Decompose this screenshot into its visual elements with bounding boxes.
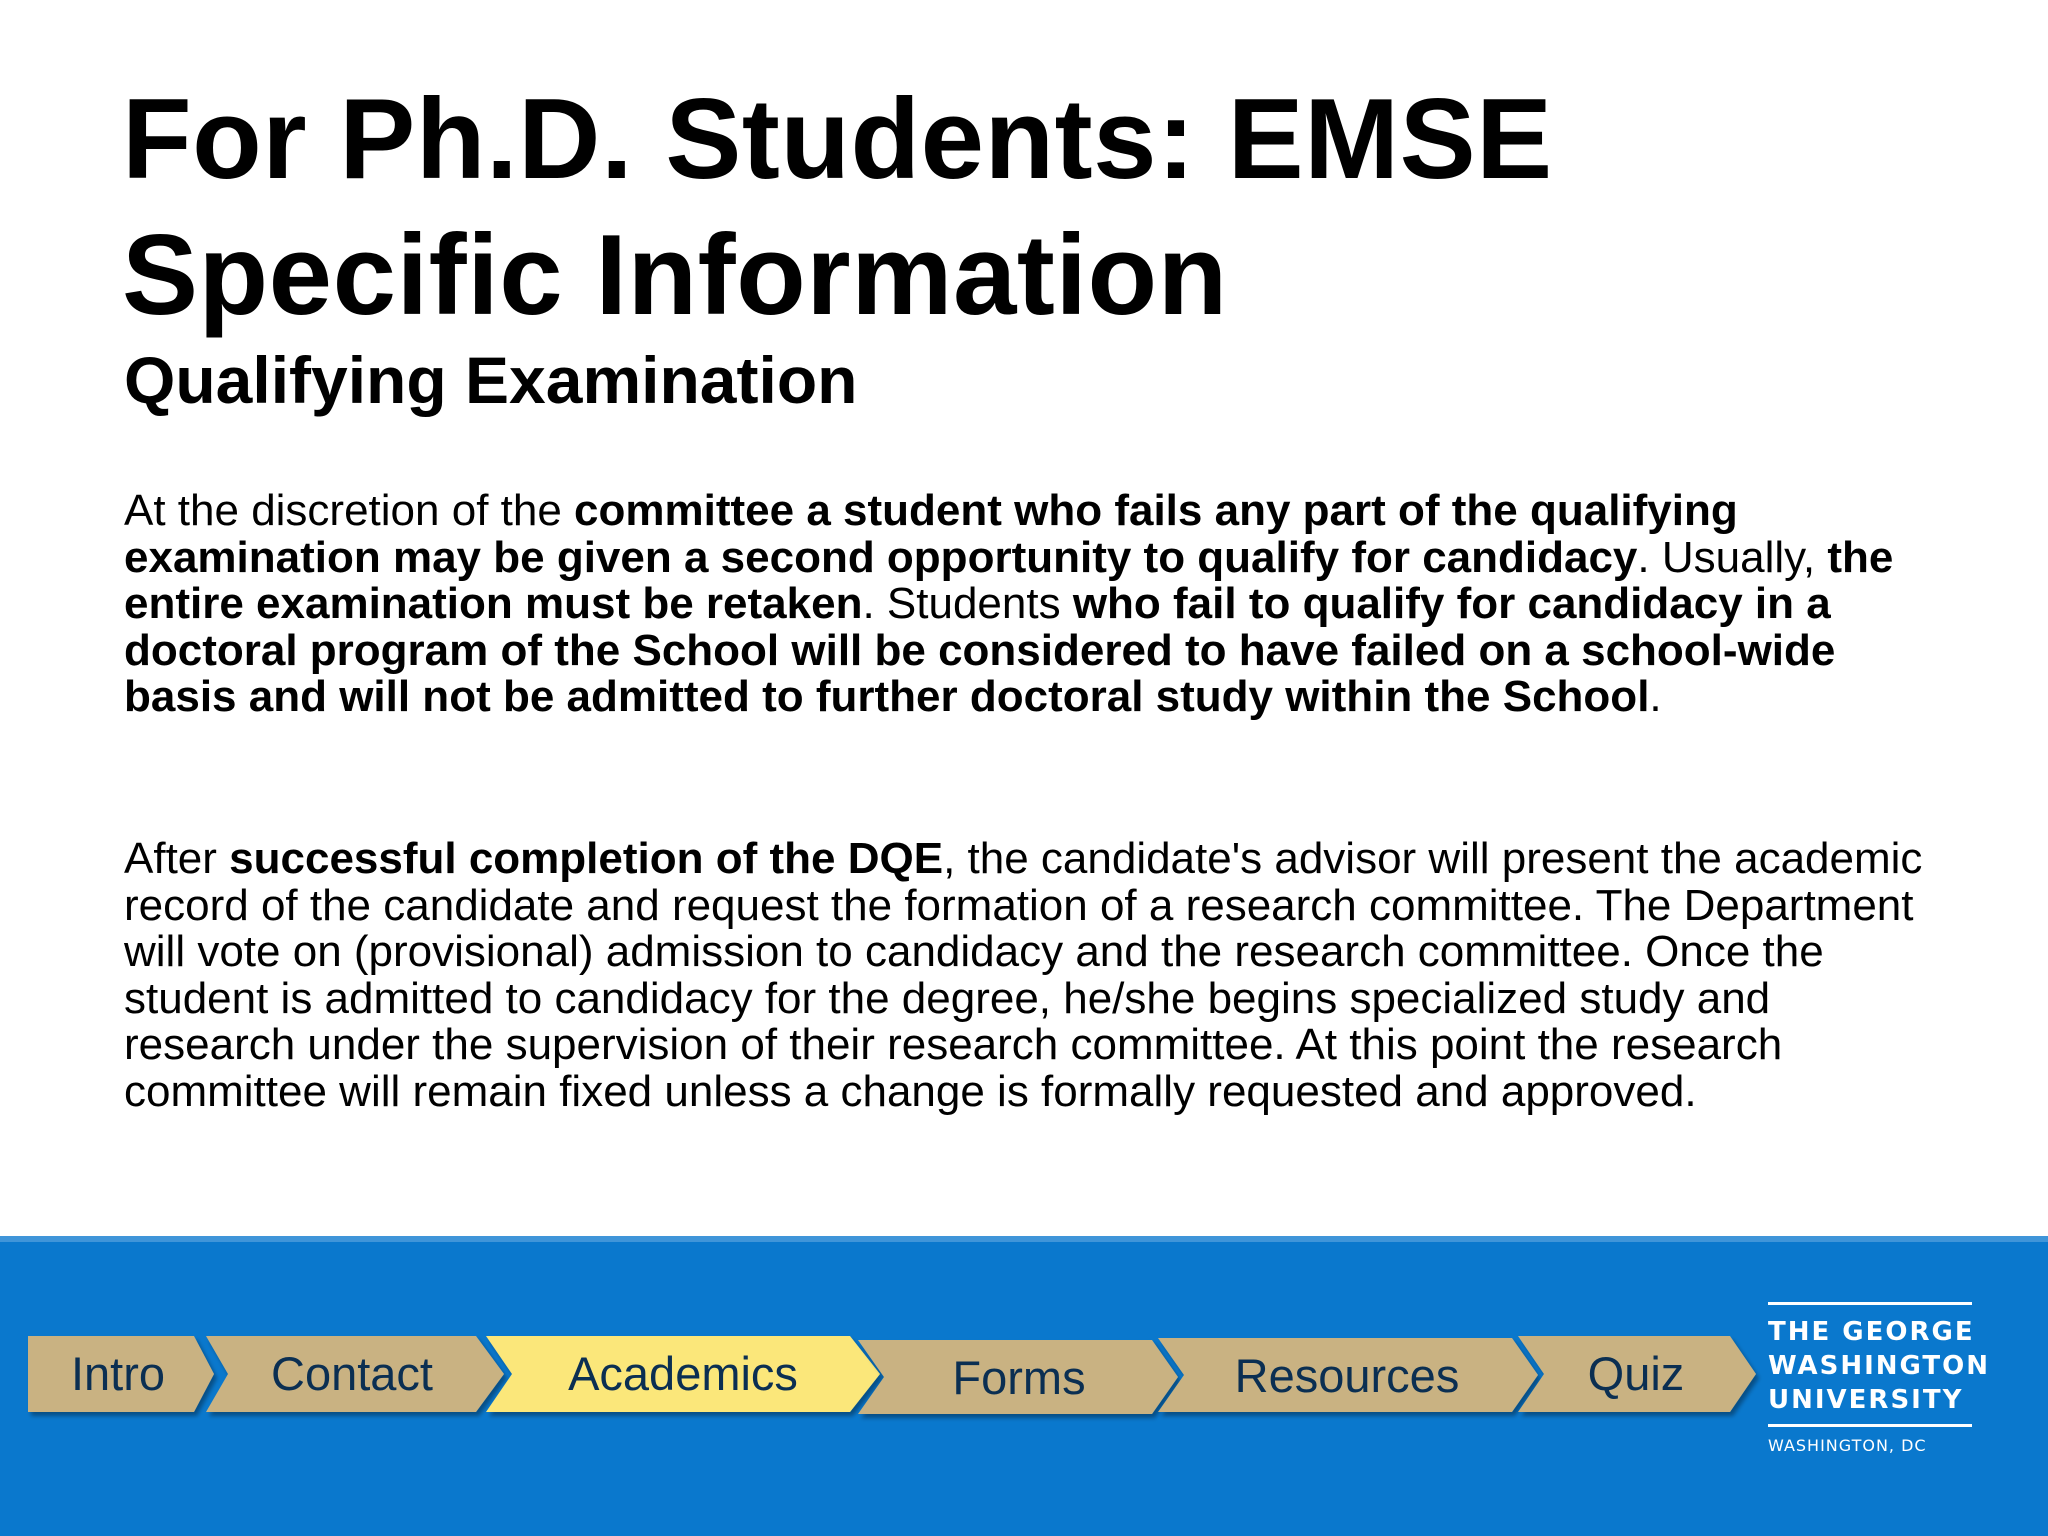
slide-title-line-2: Specific Information [122, 212, 1228, 339]
logo-city: WASHINGTON, DC [1768, 1436, 1927, 1455]
text-run: After [124, 834, 230, 883]
logo-rule [1768, 1424, 1972, 1427]
gw-university-logo [1768, 1302, 1991, 1464]
text-run: , the candidate's advisor will present the academic record of the candidate and request the formation of a research committee. The Department will vote on (provisional) admission to candidacy and the research committee. Once the student is admitted to candidacy for the degree, he/she begins specialized study and research under the supervision of their research committee. At this point the research committee will remain fixed unless a change is formally requested and approved. [124, 834, 1923, 1116]
nav-tab-forms[interactable] [858, 1336, 1178, 1416]
nav-tab-label: Resources [1234, 1349, 1460, 1402]
nav-tab-label: Contact [271, 1347, 433, 1400]
nav-tab-label: Forms [952, 1351, 1086, 1404]
nav-tab-quiz[interactable] [1518, 1336, 1756, 1416]
nav-tab-label: Academics [568, 1347, 798, 1400]
nav-tab-academics[interactable] [486, 1336, 880, 1416]
slide-title-line-1: For Ph.D. Students: EMSE [122, 76, 1553, 203]
nav-tab-label: Intro [70, 1347, 166, 1400]
text-run: At the discretion of the [124, 486, 575, 535]
text-run: . Students [862, 579, 1073, 628]
nav-tab-label: Quiz [1587, 1347, 1685, 1400]
logo-line: WASHINGTON [1768, 1351, 1991, 1381]
text-run-bold: who fail to qualify for candidacy in a doctoral program of the School will be considered to have failed on a school-wide basis and will not be admitted to further doctoral study within the School [124, 579, 1836, 721]
dqe-completion-paragraph [124, 836, 1924, 1115]
text-run-bold: successful completion of the DQE [229, 834, 944, 883]
text-run-bold: the entire examination must be retaken [124, 532, 1894, 628]
text-run: . [1649, 672, 1662, 721]
logo-rule [1768, 1302, 1972, 1305]
text-run-bold: committee a student who fails any part of the qualifying examination may be given a second opportunity to qualify for candidacy [124, 486, 1738, 582]
nav-tab-contact[interactable] [206, 1336, 504, 1416]
qualifying-exam-retake-paragraph [124, 488, 1924, 721]
nav-tab-resources[interactable] [1158, 1336, 1538, 1416]
section-navigation [28, 1336, 1768, 1416]
nav-tab-intro[interactable] [28, 1336, 214, 1416]
text-run: . Usually, [1637, 532, 1828, 582]
slide-title [122, 72, 1822, 344]
footer-divider [0, 1236, 2048, 1242]
slide-subtitle: Qualifying Examination [124, 343, 858, 417]
logo-line: THE GEORGE [1768, 1317, 1975, 1347]
logo-line: UNIVERSITY [1768, 1385, 1964, 1415]
